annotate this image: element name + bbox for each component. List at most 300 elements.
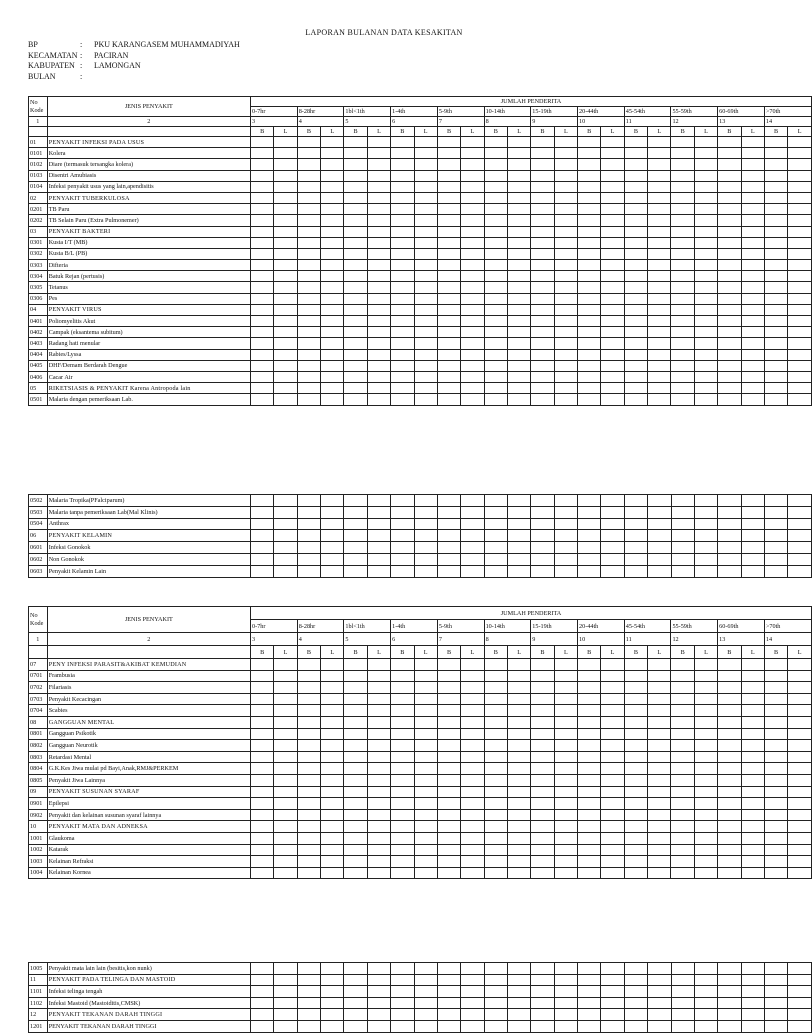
count-cell[interactable] xyxy=(250,338,273,349)
count-cell[interactable] xyxy=(437,1009,460,1021)
count-cell[interactable] xyxy=(718,798,741,810)
count-cell[interactable] xyxy=(764,506,787,518)
count-cell[interactable] xyxy=(671,740,694,752)
count-cell[interactable] xyxy=(274,293,297,304)
count-cell[interactable] xyxy=(250,371,273,382)
count-cell[interactable] xyxy=(648,215,671,226)
count-cell[interactable] xyxy=(321,740,344,752)
count-cell[interactable] xyxy=(484,192,507,203)
count-cell[interactable] xyxy=(507,137,530,148)
count-cell[interactable] xyxy=(578,798,601,810)
count-cell[interactable] xyxy=(344,832,367,844)
count-cell[interactable] xyxy=(694,338,717,349)
count-cell[interactable] xyxy=(741,659,764,671)
count-cell[interactable] xyxy=(274,338,297,349)
count-cell[interactable] xyxy=(437,495,460,507)
count-cell[interactable] xyxy=(601,798,624,810)
count-cell[interactable] xyxy=(578,360,601,371)
count-cell[interactable] xyxy=(344,856,367,868)
count-cell[interactable] xyxy=(344,670,367,682)
count-cell[interactable] xyxy=(578,751,601,763)
count-cell[interactable] xyxy=(274,181,297,192)
count-cell[interactable] xyxy=(671,137,694,148)
count-cell[interactable] xyxy=(554,316,577,327)
count-cell[interactable] xyxy=(694,506,717,518)
count-cell[interactable] xyxy=(437,260,460,271)
count-cell[interactable] xyxy=(461,974,484,986)
count-cell[interactable] xyxy=(321,821,344,833)
count-cell[interactable] xyxy=(461,282,484,293)
count-cell[interactable] xyxy=(484,542,507,554)
count-cell[interactable] xyxy=(507,282,530,293)
count-cell[interactable] xyxy=(788,394,812,405)
count-cell[interactable] xyxy=(321,809,344,821)
count-cell[interactable] xyxy=(531,215,554,226)
count-cell[interactable] xyxy=(250,670,273,682)
count-cell[interactable] xyxy=(391,659,414,671)
count-cell[interactable] xyxy=(321,553,344,565)
count-cell[interactable] xyxy=(624,670,647,682)
count-cell[interactable] xyxy=(437,360,460,371)
count-cell[interactable] xyxy=(788,248,812,259)
count-cell[interactable] xyxy=(484,659,507,671)
count-cell[interactable] xyxy=(274,867,297,879)
count-cell[interactable] xyxy=(718,316,741,327)
count-cell[interactable] xyxy=(367,867,390,879)
count-cell[interactable] xyxy=(297,963,320,975)
count-cell[interactable] xyxy=(484,728,507,740)
count-cell[interactable] xyxy=(321,518,344,530)
count-cell[interactable] xyxy=(250,856,273,868)
count-cell[interactable] xyxy=(741,1020,764,1032)
count-cell[interactable] xyxy=(671,986,694,998)
count-cell[interactable] xyxy=(250,271,273,282)
count-cell[interactable] xyxy=(624,856,647,868)
count-cell[interactable] xyxy=(391,670,414,682)
count-cell[interactable] xyxy=(554,495,577,507)
count-cell[interactable] xyxy=(367,705,390,717)
count-cell[interactable] xyxy=(718,751,741,763)
count-cell[interactable] xyxy=(297,705,320,717)
count-cell[interactable] xyxy=(437,832,460,844)
count-cell[interactable] xyxy=(461,809,484,821)
count-cell[interactable] xyxy=(321,774,344,786)
count-cell[interactable] xyxy=(461,963,484,975)
count-cell[interactable] xyxy=(531,670,554,682)
count-cell[interactable] xyxy=(648,371,671,382)
count-cell[interactable] xyxy=(531,751,554,763)
count-cell[interactable] xyxy=(461,226,484,237)
count-cell[interactable] xyxy=(297,181,320,192)
count-cell[interactable] xyxy=(367,659,390,671)
count-cell[interactable] xyxy=(274,530,297,542)
count-cell[interactable] xyxy=(578,740,601,752)
count-cell[interactable] xyxy=(461,271,484,282)
count-cell[interactable] xyxy=(507,215,530,226)
count-cell[interactable] xyxy=(671,159,694,170)
count-cell[interactable] xyxy=(554,192,577,203)
count-cell[interactable] xyxy=(648,693,671,705)
count-cell[interactable] xyxy=(578,821,601,833)
count-cell[interactable] xyxy=(578,693,601,705)
count-cell[interactable] xyxy=(461,553,484,565)
count-cell[interactable] xyxy=(484,148,507,159)
count-cell[interactable] xyxy=(250,215,273,226)
count-cell[interactable] xyxy=(764,682,787,694)
count-cell[interactable] xyxy=(718,1009,741,1021)
count-cell[interactable] xyxy=(250,693,273,705)
count-cell[interactable] xyxy=(531,170,554,181)
count-cell[interactable] xyxy=(671,856,694,868)
count-cell[interactable] xyxy=(694,867,717,879)
count-cell[interactable] xyxy=(764,798,787,810)
count-cell[interactable] xyxy=(788,997,812,1009)
count-cell[interactable] xyxy=(671,394,694,405)
count-cell[interactable] xyxy=(578,844,601,856)
count-cell[interactable] xyxy=(461,304,484,315)
count-cell[interactable] xyxy=(788,974,812,986)
count-cell[interactable] xyxy=(344,248,367,259)
count-cell[interactable] xyxy=(367,986,390,998)
count-cell[interactable] xyxy=(578,763,601,775)
count-cell[interactable] xyxy=(578,716,601,728)
count-cell[interactable] xyxy=(531,798,554,810)
count-cell[interactable] xyxy=(274,148,297,159)
count-cell[interactable] xyxy=(648,304,671,315)
count-cell[interactable] xyxy=(578,774,601,786)
count-cell[interactable] xyxy=(344,371,367,382)
count-cell[interactable] xyxy=(718,304,741,315)
count-cell[interactable] xyxy=(274,304,297,315)
count-cell[interactable] xyxy=(321,798,344,810)
count-cell[interactable] xyxy=(484,316,507,327)
count-cell[interactable] xyxy=(297,809,320,821)
count-cell[interactable] xyxy=(741,248,764,259)
count-cell[interactable] xyxy=(624,1020,647,1032)
count-cell[interactable] xyxy=(648,327,671,338)
count-cell[interactable] xyxy=(484,963,507,975)
count-cell[interactable] xyxy=(601,181,624,192)
count-cell[interactable] xyxy=(671,282,694,293)
count-cell[interactable] xyxy=(531,974,554,986)
count-cell[interactable] xyxy=(578,1020,601,1032)
count-cell[interactable] xyxy=(764,181,787,192)
count-cell[interactable] xyxy=(321,226,344,237)
count-cell[interactable] xyxy=(437,204,460,215)
count-cell[interactable] xyxy=(414,693,437,705)
count-cell[interactable] xyxy=(648,1009,671,1021)
count-cell[interactable] xyxy=(764,1009,787,1021)
count-cell[interactable] xyxy=(648,740,671,752)
count-cell[interactable] xyxy=(554,518,577,530)
count-cell[interactable] xyxy=(554,682,577,694)
count-cell[interactable] xyxy=(531,293,554,304)
count-cell[interactable] xyxy=(297,383,320,394)
count-cell[interactable] xyxy=(414,705,437,717)
count-cell[interactable] xyxy=(718,974,741,986)
count-cell[interactable] xyxy=(414,974,437,986)
count-cell[interactable] xyxy=(694,518,717,530)
count-cell[interactable] xyxy=(718,1020,741,1032)
count-cell[interactable] xyxy=(741,997,764,1009)
count-cell[interactable] xyxy=(367,963,390,975)
count-cell[interactable] xyxy=(391,798,414,810)
count-cell[interactable] xyxy=(788,963,812,975)
count-cell[interactable] xyxy=(554,1020,577,1032)
count-cell[interactable] xyxy=(437,986,460,998)
count-cell[interactable] xyxy=(321,506,344,518)
count-cell[interactable] xyxy=(367,148,390,159)
count-cell[interactable] xyxy=(414,997,437,1009)
count-cell[interactable] xyxy=(531,204,554,215)
count-cell[interactable] xyxy=(297,518,320,530)
count-cell[interactable] xyxy=(321,181,344,192)
count-cell[interactable] xyxy=(297,997,320,1009)
count-cell[interactable] xyxy=(578,809,601,821)
count-cell[interactable] xyxy=(671,821,694,833)
count-cell[interactable] xyxy=(250,751,273,763)
count-cell[interactable] xyxy=(741,751,764,763)
count-cell[interactable] xyxy=(694,856,717,868)
count-cell[interactable] xyxy=(764,237,787,248)
count-cell[interactable] xyxy=(648,553,671,565)
count-cell[interactable] xyxy=(250,763,273,775)
count-cell[interactable] xyxy=(764,553,787,565)
count-cell[interactable] xyxy=(671,786,694,798)
count-cell[interactable] xyxy=(461,293,484,304)
count-cell[interactable] xyxy=(741,204,764,215)
count-cell[interactable] xyxy=(461,867,484,879)
count-cell[interactable] xyxy=(367,1020,390,1032)
count-cell[interactable] xyxy=(367,553,390,565)
count-cell[interactable] xyxy=(624,693,647,705)
count-cell[interactable] xyxy=(321,682,344,694)
count-cell[interactable] xyxy=(694,821,717,833)
count-cell[interactable] xyxy=(414,170,437,181)
count-cell[interactable] xyxy=(297,192,320,203)
count-cell[interactable] xyxy=(648,716,671,728)
count-cell[interactable] xyxy=(648,774,671,786)
count-cell[interactable] xyxy=(648,659,671,671)
count-cell[interactable] xyxy=(297,821,320,833)
count-cell[interactable] xyxy=(601,226,624,237)
count-cell[interactable] xyxy=(484,798,507,810)
count-cell[interactable] xyxy=(624,974,647,986)
count-cell[interactable] xyxy=(437,670,460,682)
count-cell[interactable] xyxy=(788,260,812,271)
count-cell[interactable] xyxy=(624,553,647,565)
count-cell[interactable] xyxy=(321,495,344,507)
count-cell[interactable] xyxy=(624,371,647,382)
count-cell[interactable] xyxy=(554,237,577,248)
count-cell[interactable] xyxy=(671,867,694,879)
count-cell[interactable] xyxy=(437,271,460,282)
count-cell[interactable] xyxy=(297,763,320,775)
count-cell[interactable] xyxy=(321,763,344,775)
count-cell[interactable] xyxy=(391,1020,414,1032)
count-cell[interactable] xyxy=(694,215,717,226)
count-cell[interactable] xyxy=(344,349,367,360)
count-cell[interactable] xyxy=(344,565,367,577)
count-cell[interactable] xyxy=(437,226,460,237)
count-cell[interactable] xyxy=(507,986,530,998)
count-cell[interactable] xyxy=(461,1020,484,1032)
count-cell[interactable] xyxy=(391,248,414,259)
count-cell[interactable] xyxy=(601,751,624,763)
count-cell[interactable] xyxy=(461,821,484,833)
count-cell[interactable] xyxy=(554,763,577,775)
count-cell[interactable] xyxy=(764,293,787,304)
count-cell[interactable] xyxy=(321,542,344,554)
count-cell[interactable] xyxy=(414,821,437,833)
count-cell[interactable] xyxy=(694,170,717,181)
count-cell[interactable] xyxy=(624,728,647,740)
count-cell[interactable] xyxy=(554,705,577,717)
count-cell[interactable] xyxy=(578,148,601,159)
count-cell[interactable] xyxy=(554,204,577,215)
count-cell[interactable] xyxy=(694,327,717,338)
count-cell[interactable] xyxy=(461,192,484,203)
count-cell[interactable] xyxy=(344,740,367,752)
count-cell[interactable] xyxy=(718,327,741,338)
count-cell[interactable] xyxy=(741,693,764,705)
count-cell[interactable] xyxy=(437,506,460,518)
count-cell[interactable] xyxy=(461,327,484,338)
count-cell[interactable] xyxy=(648,506,671,518)
count-cell[interactable] xyxy=(788,506,812,518)
count-cell[interactable] xyxy=(578,659,601,671)
count-cell[interactable] xyxy=(367,856,390,868)
count-cell[interactable] xyxy=(601,867,624,879)
count-cell[interactable] xyxy=(484,518,507,530)
count-cell[interactable] xyxy=(344,986,367,998)
count-cell[interactable] xyxy=(624,659,647,671)
count-cell[interactable] xyxy=(507,763,530,775)
count-cell[interactable] xyxy=(624,565,647,577)
count-cell[interactable] xyxy=(484,821,507,833)
count-cell[interactable] xyxy=(367,215,390,226)
count-cell[interactable] xyxy=(531,148,554,159)
count-cell[interactable] xyxy=(788,740,812,752)
count-cell[interactable] xyxy=(601,383,624,394)
count-cell[interactable] xyxy=(601,349,624,360)
count-cell[interactable] xyxy=(484,844,507,856)
count-cell[interactable] xyxy=(741,763,764,775)
count-cell[interactable] xyxy=(414,963,437,975)
count-cell[interactable] xyxy=(601,282,624,293)
count-cell[interactable] xyxy=(671,751,694,763)
count-cell[interactable] xyxy=(531,518,554,530)
count-cell[interactable] xyxy=(554,360,577,371)
count-cell[interactable] xyxy=(391,148,414,159)
count-cell[interactable] xyxy=(321,237,344,248)
count-cell[interactable] xyxy=(321,304,344,315)
count-cell[interactable] xyxy=(437,997,460,1009)
count-cell[interactable] xyxy=(578,565,601,577)
count-cell[interactable] xyxy=(391,226,414,237)
count-cell[interactable] xyxy=(578,226,601,237)
count-cell[interactable] xyxy=(718,963,741,975)
count-cell[interactable] xyxy=(484,271,507,282)
count-cell[interactable] xyxy=(391,192,414,203)
count-cell[interactable] xyxy=(367,181,390,192)
count-cell[interactable] xyxy=(578,832,601,844)
count-cell[interactable] xyxy=(461,260,484,271)
count-cell[interactable] xyxy=(274,986,297,998)
count-cell[interactable] xyxy=(297,867,320,879)
count-cell[interactable] xyxy=(297,974,320,986)
count-cell[interactable] xyxy=(484,682,507,694)
count-cell[interactable] xyxy=(788,316,812,327)
count-cell[interactable] xyxy=(764,832,787,844)
count-cell[interactable] xyxy=(321,204,344,215)
count-cell[interactable] xyxy=(344,809,367,821)
count-cell[interactable] xyxy=(507,237,530,248)
count-cell[interactable] xyxy=(274,137,297,148)
count-cell[interactable] xyxy=(671,832,694,844)
count-cell[interactable] xyxy=(764,260,787,271)
count-cell[interactable] xyxy=(367,495,390,507)
count-cell[interactable] xyxy=(671,705,694,717)
count-cell[interactable] xyxy=(274,809,297,821)
count-cell[interactable] xyxy=(437,137,460,148)
count-cell[interactable] xyxy=(531,774,554,786)
count-cell[interactable] xyxy=(788,751,812,763)
count-cell[interactable] xyxy=(507,383,530,394)
count-cell[interactable] xyxy=(321,192,344,203)
count-cell[interactable] xyxy=(764,659,787,671)
count-cell[interactable] xyxy=(648,809,671,821)
count-cell[interactable] xyxy=(437,553,460,565)
count-cell[interactable] xyxy=(671,693,694,705)
count-cell[interactable] xyxy=(531,371,554,382)
count-cell[interactable] xyxy=(531,693,554,705)
count-cell[interactable] xyxy=(484,997,507,1009)
count-cell[interactable] xyxy=(694,728,717,740)
count-cell[interactable] xyxy=(367,316,390,327)
count-cell[interactable] xyxy=(507,693,530,705)
count-cell[interactable] xyxy=(741,809,764,821)
count-cell[interactable] xyxy=(531,181,554,192)
count-cell[interactable] xyxy=(437,763,460,775)
count-cell[interactable] xyxy=(250,192,273,203)
count-cell[interactable] xyxy=(788,542,812,554)
count-cell[interactable] xyxy=(648,260,671,271)
count-cell[interactable] xyxy=(578,237,601,248)
count-cell[interactable] xyxy=(788,670,812,682)
count-cell[interactable] xyxy=(601,553,624,565)
count-cell[interactable] xyxy=(718,659,741,671)
count-cell[interactable] xyxy=(671,371,694,382)
count-cell[interactable] xyxy=(507,349,530,360)
count-cell[interactable] xyxy=(391,394,414,405)
count-cell[interactable] xyxy=(507,542,530,554)
count-cell[interactable] xyxy=(297,774,320,786)
count-cell[interactable] xyxy=(601,832,624,844)
count-cell[interactable] xyxy=(461,1009,484,1021)
count-cell[interactable] xyxy=(578,786,601,798)
count-cell[interactable] xyxy=(461,565,484,577)
count-cell[interactable] xyxy=(718,728,741,740)
count-cell[interactable] xyxy=(694,809,717,821)
count-cell[interactable] xyxy=(507,1009,530,1021)
count-cell[interactable] xyxy=(321,832,344,844)
count-cell[interactable] xyxy=(344,394,367,405)
count-cell[interactable] xyxy=(484,670,507,682)
count-cell[interactable] xyxy=(274,506,297,518)
count-cell[interactable] xyxy=(741,506,764,518)
count-cell[interactable] xyxy=(671,809,694,821)
